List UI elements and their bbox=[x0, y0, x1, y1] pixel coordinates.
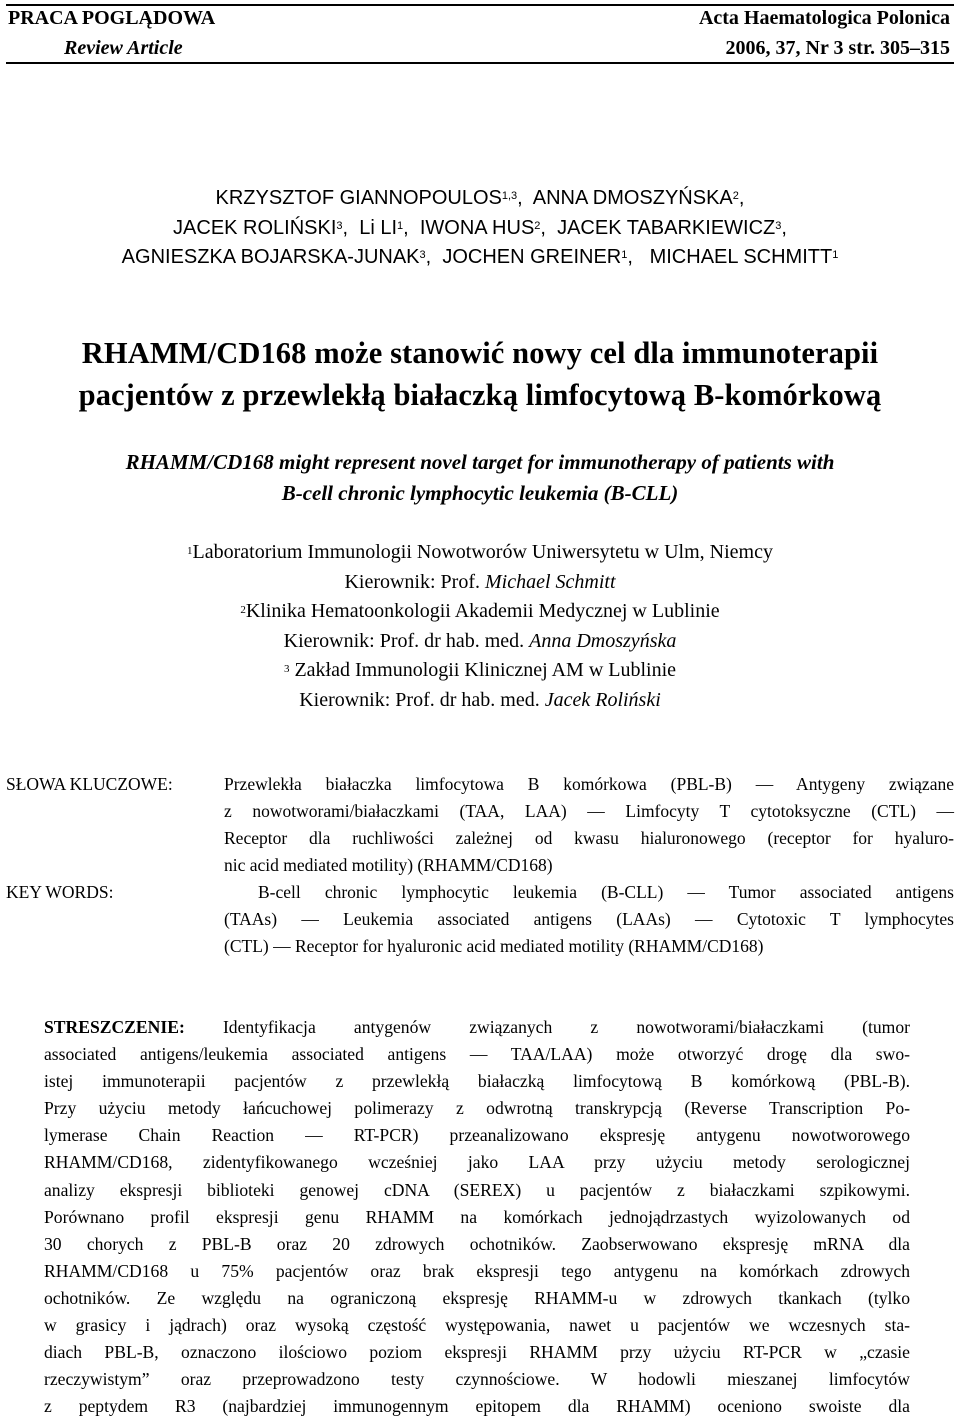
title-polish-line: pacjentów z przewlekłą białaczką limfocytową B-komórkową bbox=[78, 378, 882, 412]
affiliation-marker: 2 bbox=[240, 604, 246, 616]
author-name: AGNIESZKA BOJARSKA-JUNAK bbox=[121, 246, 420, 268]
author-line bbox=[0, 243, 960, 273]
abstract-line: RHAMM/CD168, zidentyfikowanego wcześniej jako LAA przy użyciu metody serologicznej bbox=[44, 1152, 910, 1173]
keywords-line: (CTL) — Receptor for hyaluronic acid mediated motility (RHAMM/CD168) bbox=[224, 936, 764, 956]
title-english-line: B-cell chronic lymphocytic leukemia (B-CLL) bbox=[281, 481, 679, 505]
keywords-line: z nowotworami/białaczkami (TAA, LAA) — Limfocyty T cytotoksyczne (CTL) — bbox=[224, 801, 954, 821]
keywords-line: Przewlekła białaczka limfocytowa B komórkowa (PBL-B) — Antygeny związane bbox=[224, 774, 954, 794]
author-affiliation-marker: 2 bbox=[534, 219, 541, 232]
author-line bbox=[0, 184, 960, 214]
affiliation-name: Zakład Immunologii Klinicznej AM w Lublinie bbox=[289, 659, 677, 681]
abstract-first-line-text: Identyfikacja antygenów związanych z nowotworami/białaczkami (tumor bbox=[222, 1017, 910, 1037]
abstract-line bbox=[44, 1014, 910, 1041]
abstract-label: STRESZCZENIE: bbox=[44, 1017, 185, 1037]
article-type: Review Article bbox=[64, 37, 183, 59]
abstract-line: diach PBL-B, oznaczono ilościowo poziom ekspresji RHAMM przy użyciu RT-PCR w „czasie bbox=[44, 1342, 910, 1363]
section-label: PRACA POGLĄDOWA bbox=[8, 7, 216, 29]
keywords-line: (TAAs) — Leukemia associated antigens (LAAs) — Cytotoxic T lymphocytes bbox=[224, 909, 954, 929]
affiliation-marker: 1 bbox=[187, 545, 193, 557]
author-name: Li LI bbox=[359, 216, 398, 239]
abstract-line: RHAMM/CD168 u 75% pacjentów oraz brak ekspresji tego antygenu na komórkach zdrowych bbox=[44, 1260, 910, 1281]
head-label: Kierownik: Prof. dr hab. med. bbox=[299, 688, 545, 711]
head-label: Kierownik: Prof. bbox=[344, 570, 485, 593]
author-affiliation-marker: 3 bbox=[419, 249, 426, 261]
affiliation-marker: 3 bbox=[283, 663, 290, 675]
author-name: MICHAEL SCHMITT bbox=[649, 246, 833, 268]
title-polish-line: RHAMM/CD168 może stanowić nowy cel dla immunoterapii bbox=[81, 336, 879, 370]
author-list bbox=[0, 184, 960, 273]
keywords-line: Receptor dla ruchliwości zależnej od kwasu hialuronowego (receptor for hyaluro- bbox=[224, 828, 954, 848]
head-name: Jacek Roliński bbox=[544, 688, 661, 711]
author-affiliation-marker: 2 bbox=[732, 190, 739, 202]
title-polish bbox=[0, 332, 960, 416]
abstract-line: ochotników. Ze względu na ograniczoną ekspresję RHAMM-u w zdrowych tkankach (tylko bbox=[44, 1287, 910, 1308]
keywords-english-text bbox=[224, 879, 954, 960]
journal-name: Acta Haematologica Polonica bbox=[698, 7, 950, 29]
abstract bbox=[44, 1014, 910, 1420]
affiliation bbox=[0, 597, 960, 627]
author-separator: , bbox=[517, 187, 533, 209]
keywords-line: nic acid mediated motility) (RHAMM/CD168) bbox=[224, 855, 553, 875]
head-name: Anna Dmoszyńska bbox=[529, 629, 677, 652]
author-affiliation-marker: 1,3 bbox=[501, 190, 518, 202]
head-label: Kierownik: Prof. dr hab. med. bbox=[283, 629, 530, 652]
head-name: Michael Schmitt bbox=[485, 570, 616, 593]
abstract-line: 30 chorych z PBL-B oraz 20 zdrowych ochotników. Zaobserwowano ekspresję mRNA dla bbox=[44, 1233, 910, 1254]
author-separator: , bbox=[403, 216, 420, 239]
author-name: ANNA DMOSZYŃSKA bbox=[532, 187, 733, 209]
author-name: IWONA HUS bbox=[419, 216, 535, 239]
header-rule-bottom bbox=[6, 62, 954, 64]
author-name: JACEK ROLIŃSKI bbox=[173, 216, 337, 239]
affiliation-name: Laboratorium Immunologii Nowotworów Uniwersytetu w Ulm, Niemcy bbox=[192, 541, 773, 563]
author-affiliation-marker: 3 bbox=[336, 219, 343, 232]
affiliation-head bbox=[0, 568, 960, 598]
affiliation-head bbox=[0, 627, 960, 657]
author-separator: , bbox=[342, 216, 360, 239]
affiliation bbox=[0, 538, 960, 568]
abstract-line: lymerase Chain Reaction — RT-PCR) przeanalizowano ekspresję antygenu nowotworowego bbox=[44, 1125, 910, 1146]
affiliations bbox=[0, 538, 960, 715]
keywords-polish-text bbox=[224, 771, 954, 879]
author-affiliation-marker: 1 bbox=[621, 249, 628, 261]
abstract-line: associated antigens/leukemia associated antigens — TAA/LAA) może otworzyć drogę dla swo- bbox=[44, 1044, 910, 1065]
title-english bbox=[0, 447, 960, 509]
abstract-line: analizy ekspresji biblioteki genowej cDNA (SEREX) u pacjentów z białaczkami szpikowymi. bbox=[44, 1179, 910, 1200]
title-english-line: RHAMM/CD168 might represent novel target for immunotherapy of patients with bbox=[125, 450, 835, 474]
keywords-english-label: KEY WORDS: bbox=[6, 882, 114, 902]
abstract-line: rzeczywistym” oraz przeprowadzono testy czynnościowe. W hodowli mieszanej limfocytów bbox=[44, 1369, 910, 1390]
author-separator: , bbox=[781, 216, 787, 239]
author-affiliation-marker: 1 bbox=[832, 249, 839, 261]
author-separator: , bbox=[540, 216, 558, 239]
author-affiliation-marker: 1 bbox=[397, 219, 404, 232]
abstract-body bbox=[44, 1041, 910, 1420]
affiliation bbox=[0, 656, 960, 686]
author-name: JACEK TABARKIEWICZ bbox=[557, 216, 776, 239]
header-rule-top bbox=[6, 4, 954, 6]
citation: 2006, 37, Nr 3 str. 305–315 bbox=[725, 37, 950, 59]
abstract-line: istej immunoterapii pacjentów z przewlekłą białaczką limfocytową B komórkową (PBL-B). bbox=[44, 1071, 910, 1092]
keywords-line: B-cell chronic lymphocytic leukemia (B-CLL) — Tumor associated antigens bbox=[258, 882, 954, 902]
abstract-line: Porównano profil ekspresji genu RHAMM na komórkach jednojądrzastych wyizolowanych od bbox=[44, 1206, 910, 1227]
abstract-line: Przy użyciu metody łańcuchowej polimerazy z odwrotną transkrypcją (Reverse Transcription Po- bbox=[44, 1098, 910, 1119]
author-name: KRZYSZTOF GIANNOPOULOS bbox=[215, 187, 502, 209]
author-affiliation-marker: 3 bbox=[775, 219, 782, 232]
affiliation-head bbox=[0, 686, 960, 716]
abstract-line: z peptydem R3 (najbardziej immunogennym epitopem dla RHAMM) oceniono swoiste dla bbox=[44, 1396, 910, 1417]
keywords-polish-label: SŁOWA KLUCZOWE: bbox=[6, 774, 173, 794]
author-separator: , bbox=[738, 187, 745, 209]
author-separator: , bbox=[627, 246, 650, 268]
abstract-line: w grasicy i jądrach) oraz wysoką częstość występowania, nawet u pacjentów we wczesnych sta- bbox=[44, 1315, 910, 1336]
author-separator: , bbox=[425, 246, 443, 268]
author-line bbox=[0, 214, 960, 244]
affiliation-name: Klinika Hematoonkologii Akademii Medycznej w Lublinie bbox=[245, 600, 720, 622]
author-name: JOCHEN GREINER bbox=[442, 246, 622, 268]
